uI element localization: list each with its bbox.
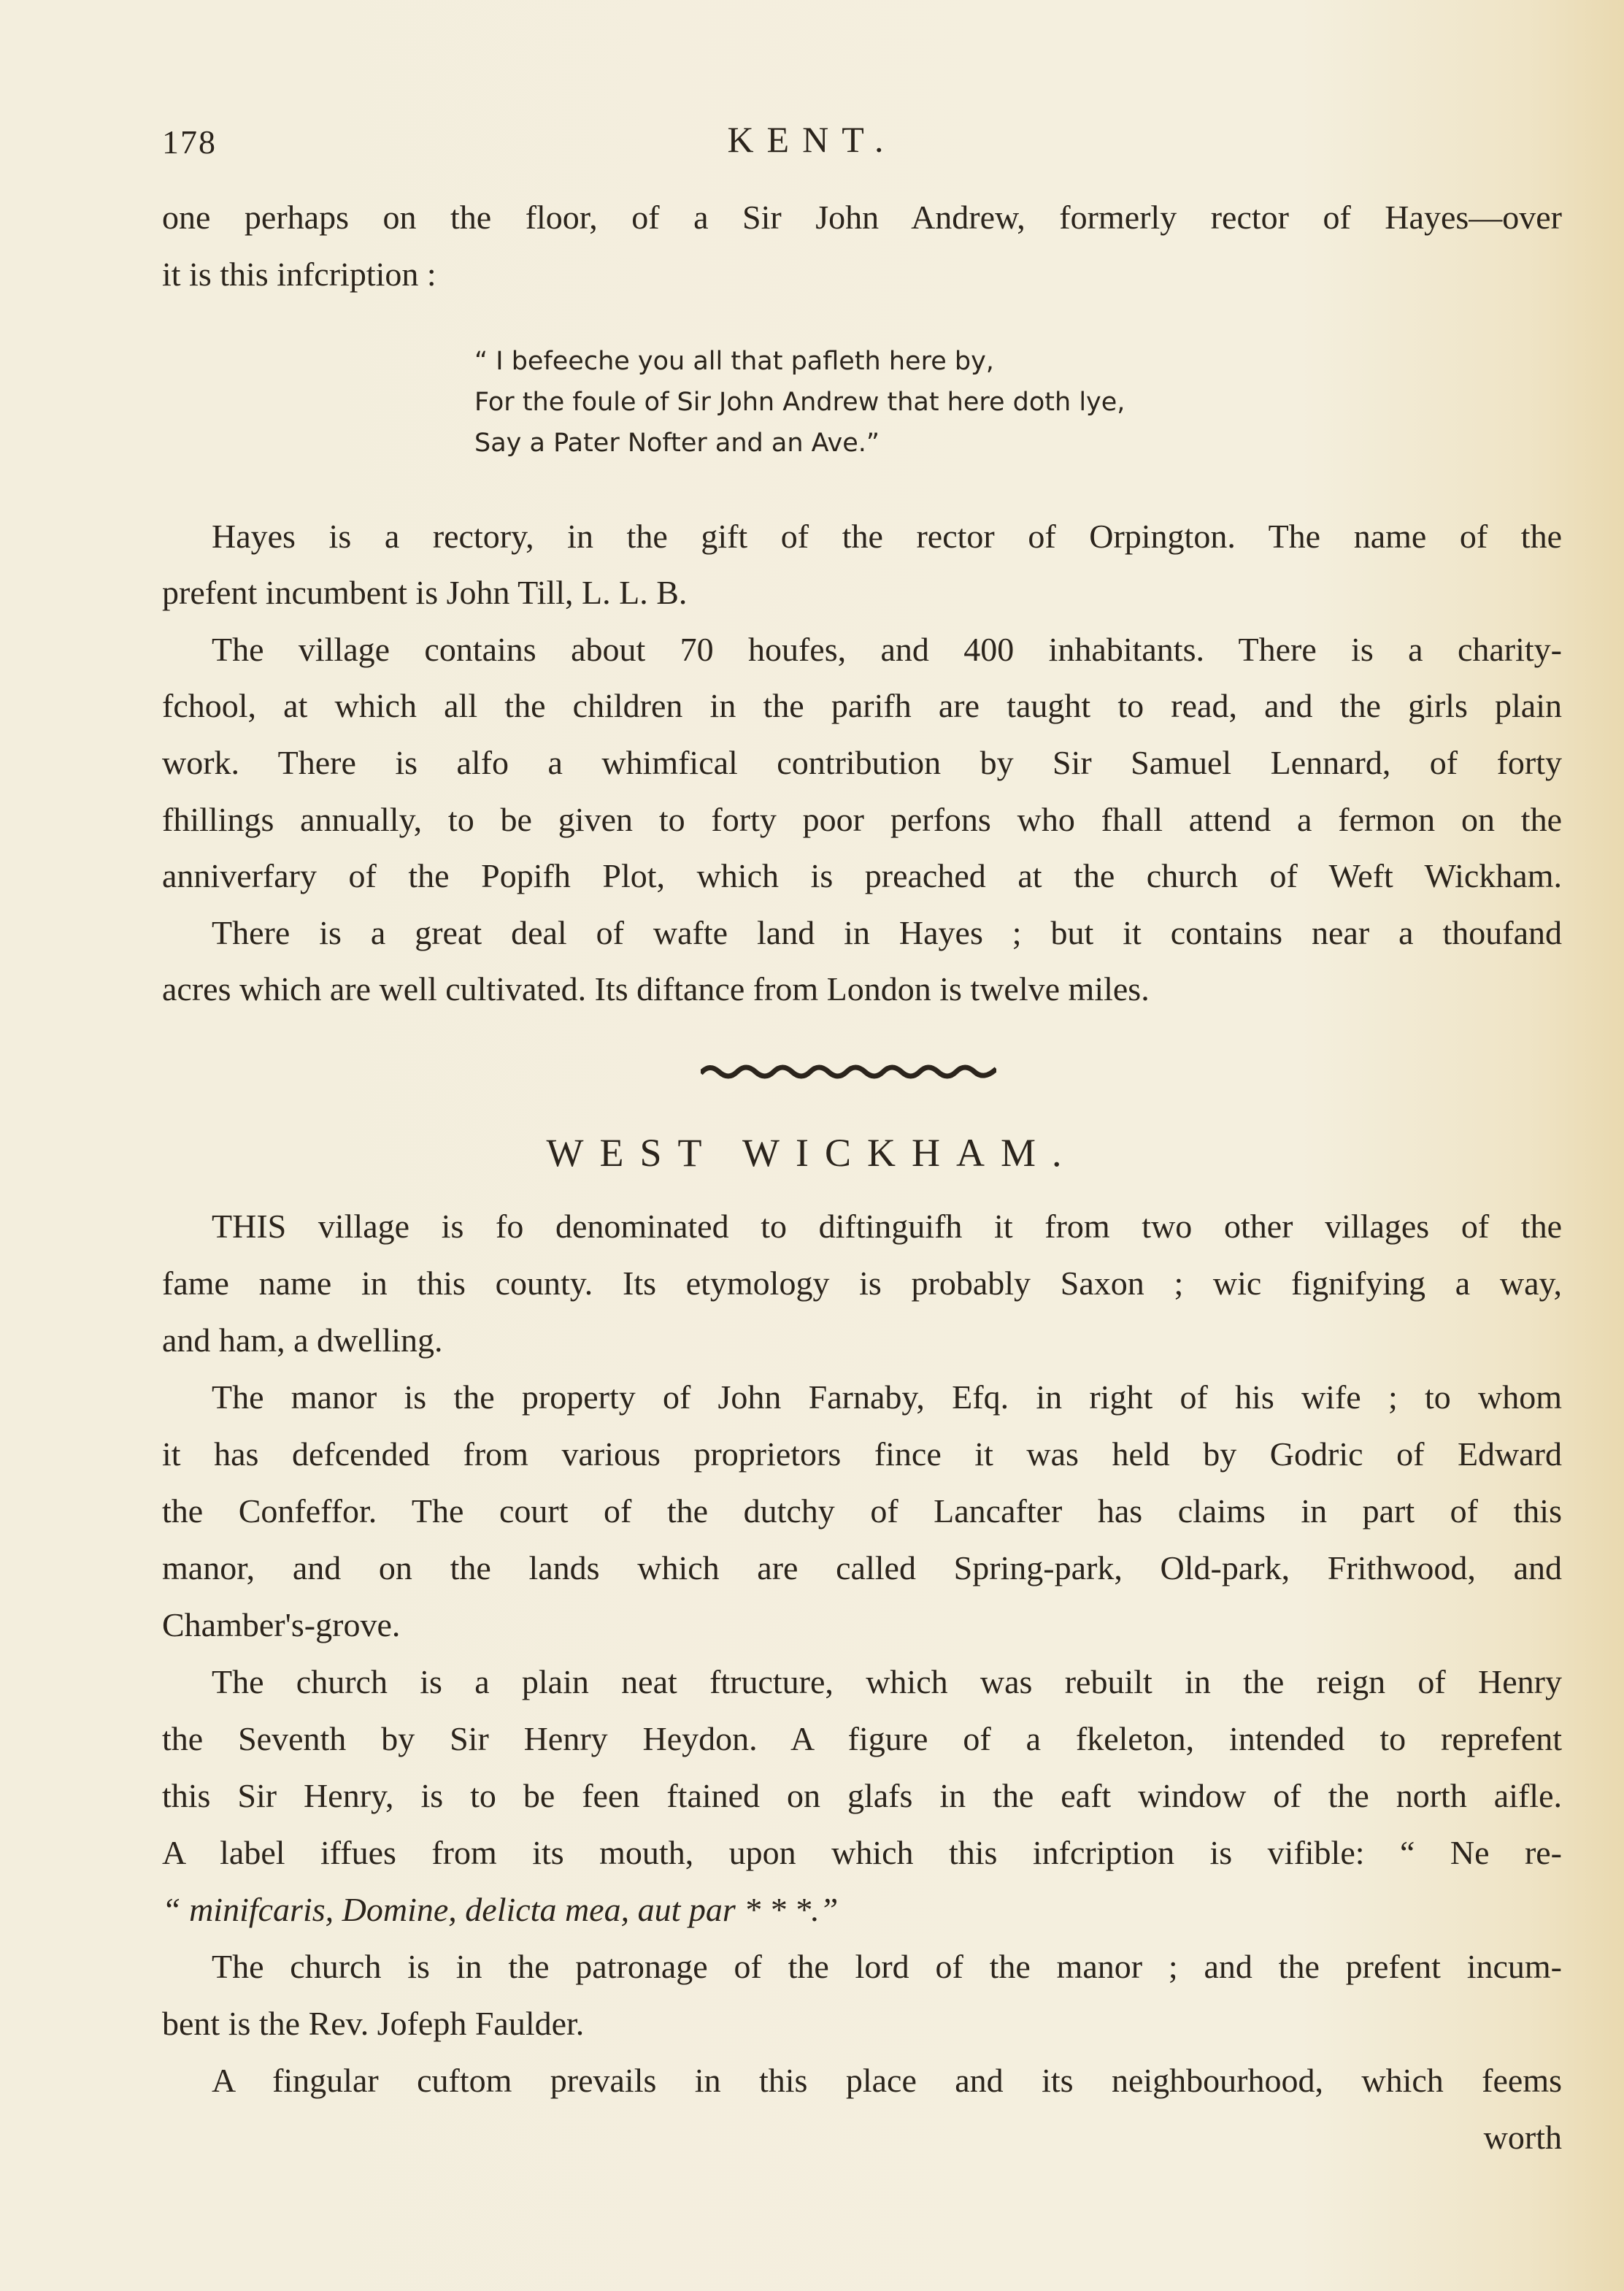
text-line: work. There is alfo a whimfical contribution by Sir Samuel Lennard, of forty xyxy=(162,744,1562,781)
inscription-line: Say a Pater Nofter and an Ave.” xyxy=(474,429,880,458)
text-line: “ minifcaris, Domine, delicta mea, aut par * * *.” xyxy=(162,1891,839,1928)
inscription-line: “ I befeeche you all that pafleth here by, xyxy=(474,347,994,376)
ornament-divider xyxy=(701,1060,996,1082)
text-line: the Seventh by Sir Henry Heydon. A figure of a fkeleton, intended to reprefent xyxy=(162,1720,1562,1757)
text-line: A fingular cuftom prevails in this place and its neighbourhood, which feems xyxy=(212,2062,1562,2099)
text-line: anniverfary of the Popifh Plot, which is preached at the church of Weft Wickham. xyxy=(162,857,1562,894)
text-line: fhillings annually, to be given to forty poor perfons who fhall attend a fermon on the xyxy=(162,801,1562,838)
section-title: WEST WICKHAM. xyxy=(546,1131,1078,1175)
catchword: worth xyxy=(1483,2119,1562,2156)
text-line: Chamber's-grove. xyxy=(162,1606,401,1643)
text-line: the Confeffor. The court of the dutchy of Lancafter has claims in part of this xyxy=(162,1492,1562,1530)
text-line: The church is in the patronage of the lord of the manor ; and the prefent incum- xyxy=(212,1948,1562,1985)
text-line: The village contains about 70 houfes, and 400 inhabitants. There is a charity- xyxy=(212,631,1562,668)
inscription-line: For the foule of Sir John Andrew that here doth lye, xyxy=(474,388,1125,417)
text-line: acres which are well cultivated. Its diftance from London is twelve miles. xyxy=(162,970,1150,1008)
text-line: manor, and on the lands which are called Spring-park, Old-park, Frithwood, and xyxy=(162,1549,1562,1586)
text-line: prefent incumbent is John Till, L. L. B. xyxy=(162,574,688,611)
text-line: The church is a plain neat ftructure, which was rebuilt in the reign of Henry xyxy=(212,1663,1562,1700)
text-line: and ham, a dwelling. xyxy=(162,1321,443,1359)
text-line: fame name in this county. Its etymology is probably Saxon ; wic fignifying a way, xyxy=(162,1265,1562,1302)
running-title: KENT. xyxy=(727,119,897,160)
text-line: it has defcended from various proprietors fince it was held by Godric of Edward xyxy=(162,1435,1562,1473)
text-line: THIS village is fo denominated to diftinguifh it from two other villages of the xyxy=(212,1208,1562,1245)
text-line: this Sir Henry, is to be feen ftained on glafs in the eaft window of the north aifle. xyxy=(162,1777,1562,1814)
page-number: 178 xyxy=(162,123,217,161)
text-line: bent is the Rev. Jofeph Faulder. xyxy=(162,2005,585,2042)
text-line: Hayes is a rectory, in the gift of the rector of Orpington. The name of the xyxy=(212,518,1562,555)
text-line: it is this infcription : xyxy=(162,256,436,293)
text-line: one perhaps on the floor, of a Sir John Andrew, formerly rector of Hayes—over xyxy=(162,199,1562,236)
text-line: A label iffues from its mouth, upon which this infcription is vifible: “ Ne re- xyxy=(162,1834,1562,1871)
text-line: The manor is the property of John Farnaby, Efq. in right of his wife ; to whom xyxy=(212,1378,1562,1416)
text-line: There is a great deal of wafte land in Hayes ; but it contains near a thoufand xyxy=(212,914,1562,951)
text-line: fchool, at which all the children in the parifh are taught to read, and the girls plain xyxy=(162,687,1562,724)
